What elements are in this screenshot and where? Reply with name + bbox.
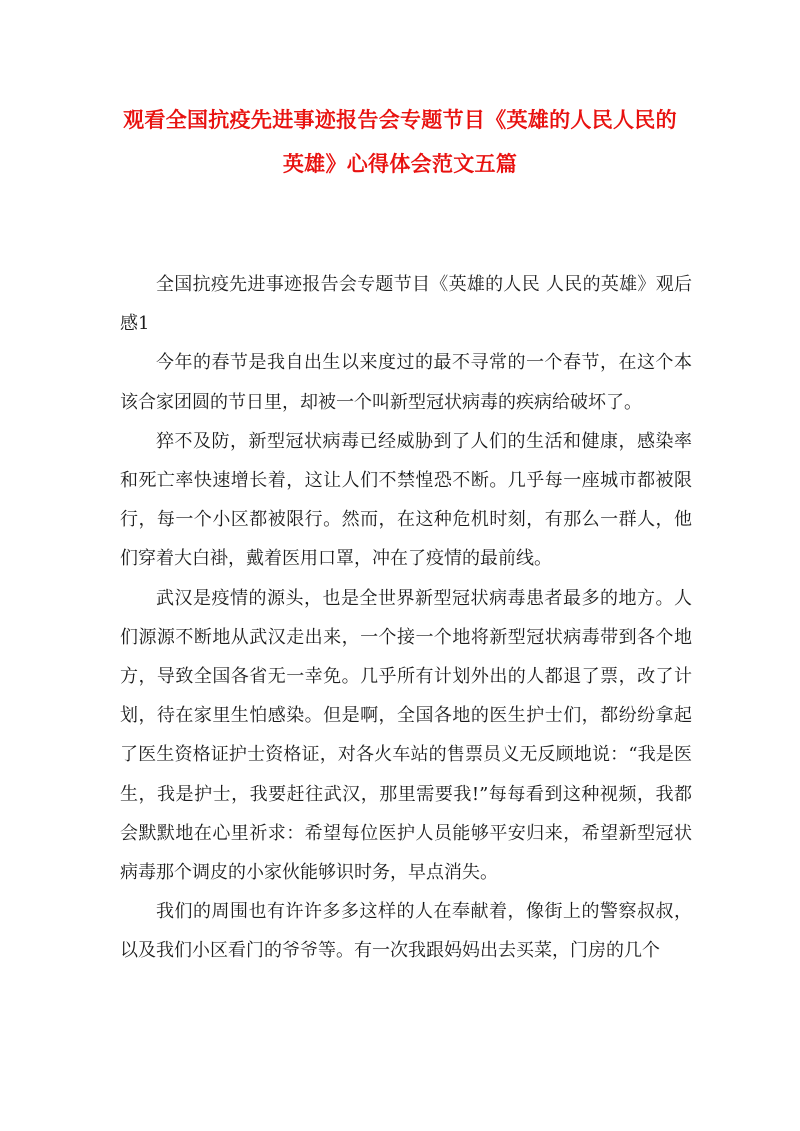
document-title-line-1: 观看全国抗疫先进事迹报告会专题节目《英雄的人民人民的 <box>123 107 677 132</box>
document-title-line-2: 英雄》心得体会范文五篇 <box>282 151 518 176</box>
paragraph: 猝不及防，新型冠状病毒已经威胁到了人们的生活和健康，感染率和死亡率快速增长着，这让人们不禁惶恐不断。几乎每一座城市都被限行，每一个小区都被限行。然而，在这种危机时刻，有那么一群人，他们穿着大白褂，戴着医用口罩，冲在了疫情的最前线。 <box>120 430 692 570</box>
document-body <box>120 265 692 971</box>
paragraph: 我们的周围也有许许多多这样的人在奉献着，像街上的警察叔叔，以及我们小区看门的爷爷等。有一次我跟妈妈出去买菜，门房的几个 <box>120 901 692 962</box>
paragraph-subtitle: 全国抗疫先进事迹报告会专题节目《英雄的人民 人民的英雄》观后感1 <box>120 274 692 335</box>
document-title <box>110 98 690 186</box>
paragraph: 今年的春节是我自出生以来度过的最不寻常的一个春节，在这个本该合家团圆的节日里，却被一个叫新型冠状病毒的疾病给破坏了。 <box>120 352 692 413</box>
paragraph: 武汉是疫情的源头，也是全世界新型冠状病毒患者最多的地方。人们源源不断地从武汉走出来，一个接一个地将新型冠状病毒带到各个地方，导致全国各省无一幸免。几乎所有计划外出的人都退了票，改了计划，待在家里生怕感染。但是啊，全国各地的医生护士们，都纷纷拿起了医生资格证护士资格证，对各火车站的售票员义无反顾地说：“我是医生，我是护士，我要赶往武汉，那里需要我!”每每看到这种视频，我都会默默地在心里祈求：希望每位医护人员能够平安归来，希望新型冠状病毒那个调皮的小家伙能够识时务，早点消失。 <box>120 587 692 884</box>
